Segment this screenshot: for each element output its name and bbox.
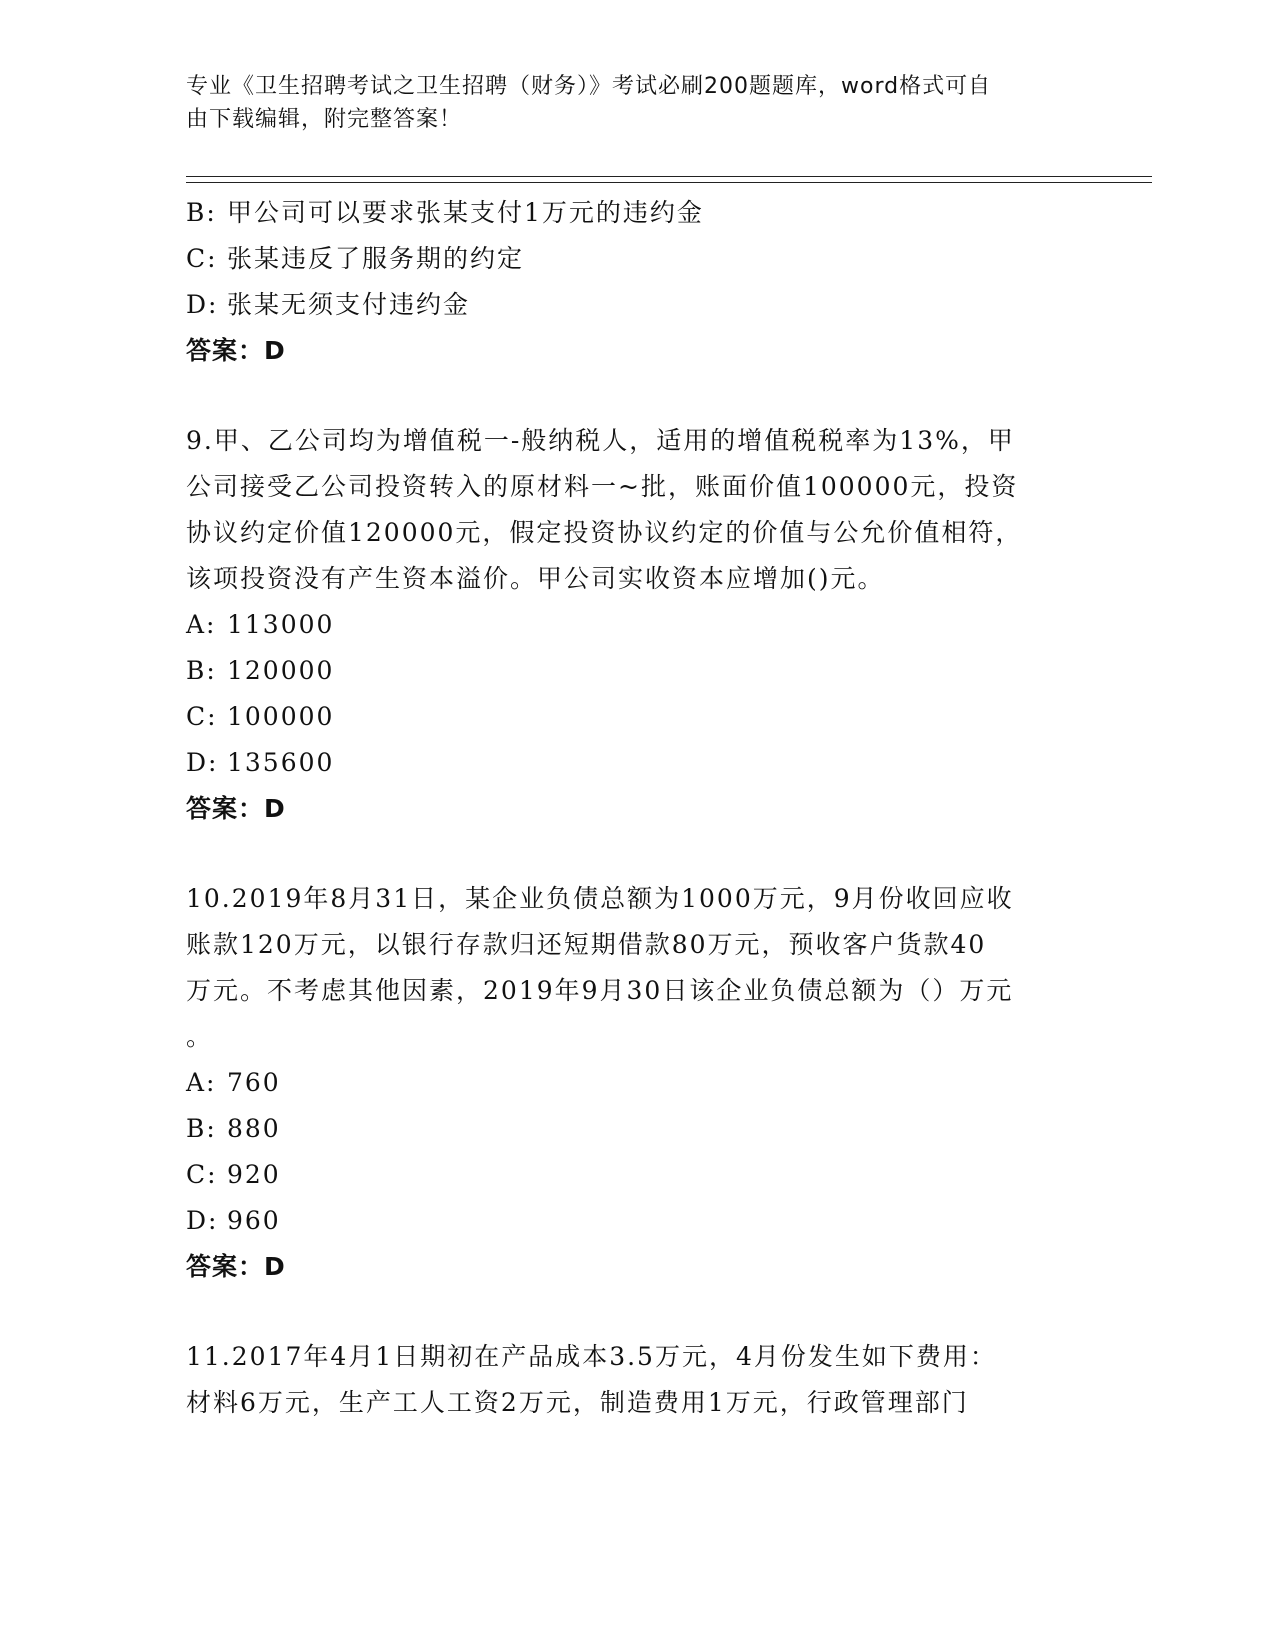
question-9 (186, 418, 1086, 832)
answer: 答案：D (186, 336, 286, 365)
header-line-1: 专业《卫生招聘考试之卫生招聘（财务）》考试必刷200题题库，word格式可自 (186, 74, 992, 99)
question-stem-line: 账款120万元，以银行存款归还短期借款80万元，预收客户货款40 (186, 930, 987, 959)
header-line-2: 由下载编辑，附完整答案！ (186, 107, 463, 132)
option-text: 880 (227, 1114, 281, 1143)
option-d (186, 740, 1086, 786)
question-stem-line: 公司接受乙公司投资转入的原材料一~批，账面价值100000元，投资 (186, 472, 1019, 501)
question-stem-line: 11.2017年4月1日期初在产品成本3.5万元，4月份发生如下费用： (186, 1342, 997, 1371)
question-10 (186, 876, 1086, 1290)
partial-question (186, 190, 1086, 374)
option-label: C: (186, 244, 218, 273)
question-stem-line: 9.甲、乙公司均为增值税一-般纳税人，适用的增值税税率为13%，甲 (186, 426, 1015, 455)
option-label: B: (186, 198, 217, 227)
option-text: 135600 (227, 748, 335, 777)
option-c (186, 694, 1086, 740)
question-stem-line: 。 (186, 1022, 214, 1051)
option-label: C: (186, 1160, 218, 1189)
option-d (186, 282, 1086, 328)
option-label: B: (186, 1114, 217, 1143)
option-d (186, 1198, 1086, 1244)
option-text: 120000 (227, 656, 335, 685)
document-header (186, 70, 1066, 136)
question-content (186, 190, 1086, 1426)
option-label: D: (186, 1206, 219, 1235)
option-text: 960 (227, 1206, 281, 1235)
option-text: 113000 (227, 610, 335, 639)
option-b (186, 190, 1086, 236)
answer: 答案：D (186, 794, 286, 823)
option-text: 100000 (227, 702, 335, 731)
spacer (186, 1290, 1086, 1334)
option-text: 甲公司可以要求张某支付1万元的违约金 (227, 198, 704, 227)
spacer (186, 832, 1086, 876)
option-text: 张某违反了服务期的约定 (227, 244, 525, 273)
question-stem-line: 协议约定价值120000元，假定投资协议约定的价值与公允价值相符， (186, 518, 1023, 547)
option-label: B: (186, 656, 217, 685)
option-label: D: (186, 290, 219, 319)
option-label: D: (186, 748, 219, 777)
question-stem-line: 材料6万元，生产工人工资2万元，制造费用1万元，行政管理部门 (186, 1388, 969, 1417)
option-text: 张某无须支付违约金 (227, 290, 471, 319)
question-stem-line: 万元。不考虑其他因素，2019年9月30日该企业负债总额为（）万元 (186, 976, 1014, 1005)
option-a (186, 602, 1086, 648)
option-label: A: (186, 610, 217, 639)
option-text: 760 (227, 1068, 281, 1097)
question-stem-line: 该项投资没有产生资本溢价。甲公司实收资本应增加()元。 (186, 564, 885, 593)
option-b (186, 1106, 1086, 1152)
option-a (186, 1060, 1086, 1106)
question-stem-line: 10.2019年8月31日，某企业负债总额为1000万元，9月份收回应收 (186, 884, 1014, 913)
option-label: A: (186, 1068, 217, 1097)
option-c (186, 1152, 1086, 1198)
question-11 (186, 1334, 1086, 1426)
option-c (186, 236, 1086, 282)
answer: 答案：D (186, 1252, 286, 1281)
option-label: C: (186, 702, 218, 731)
header-divider (186, 176, 1152, 183)
option-b (186, 648, 1086, 694)
option-text: 920 (227, 1160, 281, 1189)
spacer (186, 374, 1086, 418)
